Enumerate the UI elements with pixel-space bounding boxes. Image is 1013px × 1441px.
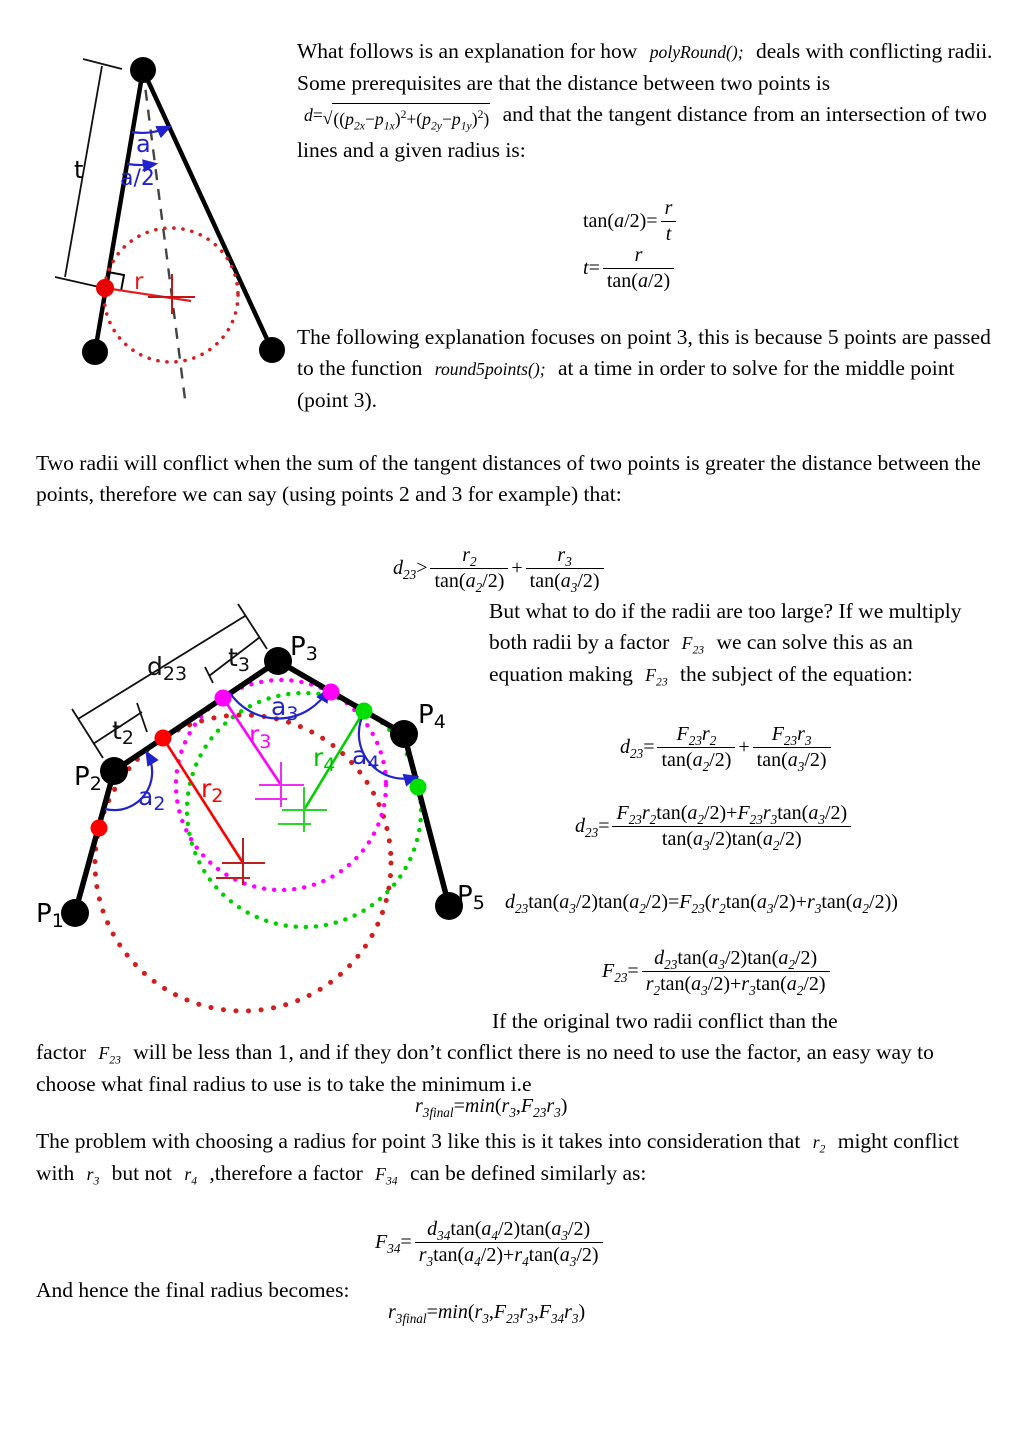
a-label: a <box>136 130 151 158</box>
formula-f34: $F_{34}$ = $\frac{d_{34}\tan(a_4/2)\tan(a_3/2)}{r_3\tan(a_4/2)+r_4\tan(a_3/2)}$ <box>375 1217 606 1268</box>
dim-left-tick <box>72 709 103 758</box>
p2-label: P2 <box>74 762 102 795</box>
minimum-paragraph-rest: factor $F_{23}$ will be less than 1, and if they don’t conflict there is no need to use the factor, an easy way to choose what final radius to use is to take the minimum i.e <box>36 1040 934 1096</box>
tangent-point-r4-b <box>410 779 427 796</box>
tangent-point <box>96 279 114 297</box>
d23-label: $d_{23}$ <box>147 652 188 685</box>
formula-f23: $F_{23}$ = $\frac{d_{23}\tan(a_3/2)\tan(a_2/2)}{r_2\tan(a_3/2)+r_3\tan(a_2/2)}$ <box>602 946 833 997</box>
final-radius-paragraph: And hence the final radius becomes: <box>36 1278 350 1302</box>
tangent-point-r3-b <box>323 684 340 701</box>
t-label: t <box>74 156 84 184</box>
bottom-right-point <box>259 337 285 363</box>
formula-tan-half-angle: tan( a /2)= $\frac{r}{t}$ <box>583 196 679 247</box>
conflict-paragraph: Two radii will conflict when the sum of the tangent distances of two points is greater the distance between the points, therefore we can say (using points 2 and 3 for example) that: <box>36 451 981 506</box>
angle-a-half-arc <box>127 164 155 165</box>
intro-paragraph: What follows is an explanation for how polyRound(); deals with conflicting radii. Some prerequisites are that the distance between two points is d= √ $((p_{2x}-p_{1x})^2+(p_{2y}-p_{1y})^2)$ and that the tangent distance from an intersection of two lines and a given radius is: <box>297 39 993 162</box>
problem-paragraph: The problem with choosing a radius for point 3 like this is it takes into consideration that $r_2$ might conflict with $r_3$ but not $r_4$ ,therefore a factor $F_{34}$ can be defined similarly as: <box>36 1129 959 1188</box>
p3-label: P3 <box>290 632 318 665</box>
formula-d23-crossmultiplied: $d_{23}$ tan( $a_3$ /2)tan( $a_2$ /2)= $F_{23}$ ( $r_2$ tan( $a_3$ /2)+ $r_3$ tan( $a_2$ /2)) <box>505 891 898 916</box>
tangent-point-r4-a <box>356 703 373 720</box>
t2-label: $t_2$ <box>112 716 134 749</box>
a3-label: $a_3$ <box>271 692 299 725</box>
p5-label: P5 <box>457 881 485 914</box>
point-p4 <box>390 720 418 748</box>
tangent-point-r2-b <box>155 730 172 747</box>
apex-point <box>130 57 156 83</box>
point-p2 <box>100 757 128 785</box>
t3-label: $t_3$ <box>228 643 250 676</box>
p1-label: P1 <box>36 899 64 932</box>
formula-r3final-full: $r_{3final}$ = min ( $r_3$ , $F_{23}$ $r_3$ , $F_{34}$ $r_3$ ) <box>388 1301 586 1326</box>
a4-label: $a_4$ <box>352 741 380 774</box>
t3-dim-tick <box>205 667 213 683</box>
diagram-tangent-construction <box>36 48 306 418</box>
point-p3 <box>264 647 292 675</box>
t2-dim-tick <box>137 703 147 732</box>
bottom-left-point <box>82 339 108 365</box>
formula-r3final-min: $r_{3final}$ = min ( $r_3$ , $F_{23}$ $r_3$ ) <box>415 1095 568 1120</box>
tangent-point-r3-a <box>215 690 232 707</box>
right-leg-line <box>143 70 272 350</box>
p4-label: P4 <box>418 700 446 733</box>
r4-center-cross <box>278 787 327 832</box>
tangent-point-r2-a <box>91 820 108 837</box>
r2-label: $r_2$ <box>201 774 224 807</box>
a2-label: $a_2$ <box>138 782 166 815</box>
left-leg-line <box>95 70 143 352</box>
r4-label: $r_4$ <box>313 743 336 776</box>
a-half-label: a/2 <box>120 166 155 191</box>
point-p1 <box>61 899 89 927</box>
r-label: r <box>134 269 144 295</box>
formula-d23-factored: $d_{23}$ = $\frac{F_{23}r_2}{\tan(a_2/2)}$ + $\frac{F_{23}r_3}{\tan(a_3/2)}$ <box>620 722 834 773</box>
r3-label: $r_3$ <box>249 720 272 753</box>
r3-center-cross <box>255 762 304 807</box>
radius-line <box>105 288 191 301</box>
factor-paragraph: But what to do if the radii are too large? If we multiply both radii by a factor $F_{23}$ we can solve this as an equation making $F_{23}$ the subject of the equation: <box>489 599 962 689</box>
diagram-polyline-radii <box>28 595 508 1025</box>
minimum-paragraph-start: If the original two radii conflict than the <box>492 1009 838 1033</box>
formula-conflict-inequality: $d_{23}$ > $\frac{r_2}{\tan(a_2/2)}$ + $\frac{r_3}{\tan(a_3/2)}$ <box>393 543 607 594</box>
formula-d23-combined: $d_{23}$ = $\frac{F_{23}r_2\tan(a_2/2)+F_{23}r_3\tan(a_3/2)}{\tan(a_3/2)\tan(a_2/2)}$ <box>575 801 854 852</box>
formula-tangent-distance: t = $\frac{r}{\tan(a/2)}$ <box>583 243 677 294</box>
point3-paragraph: The following explanation focuses on point 3, this is because 5 points are passed to the function round5points(); at a time in order to solve for the middle point (point 3). <box>297 325 991 412</box>
t-measure-line <box>65 66 102 277</box>
